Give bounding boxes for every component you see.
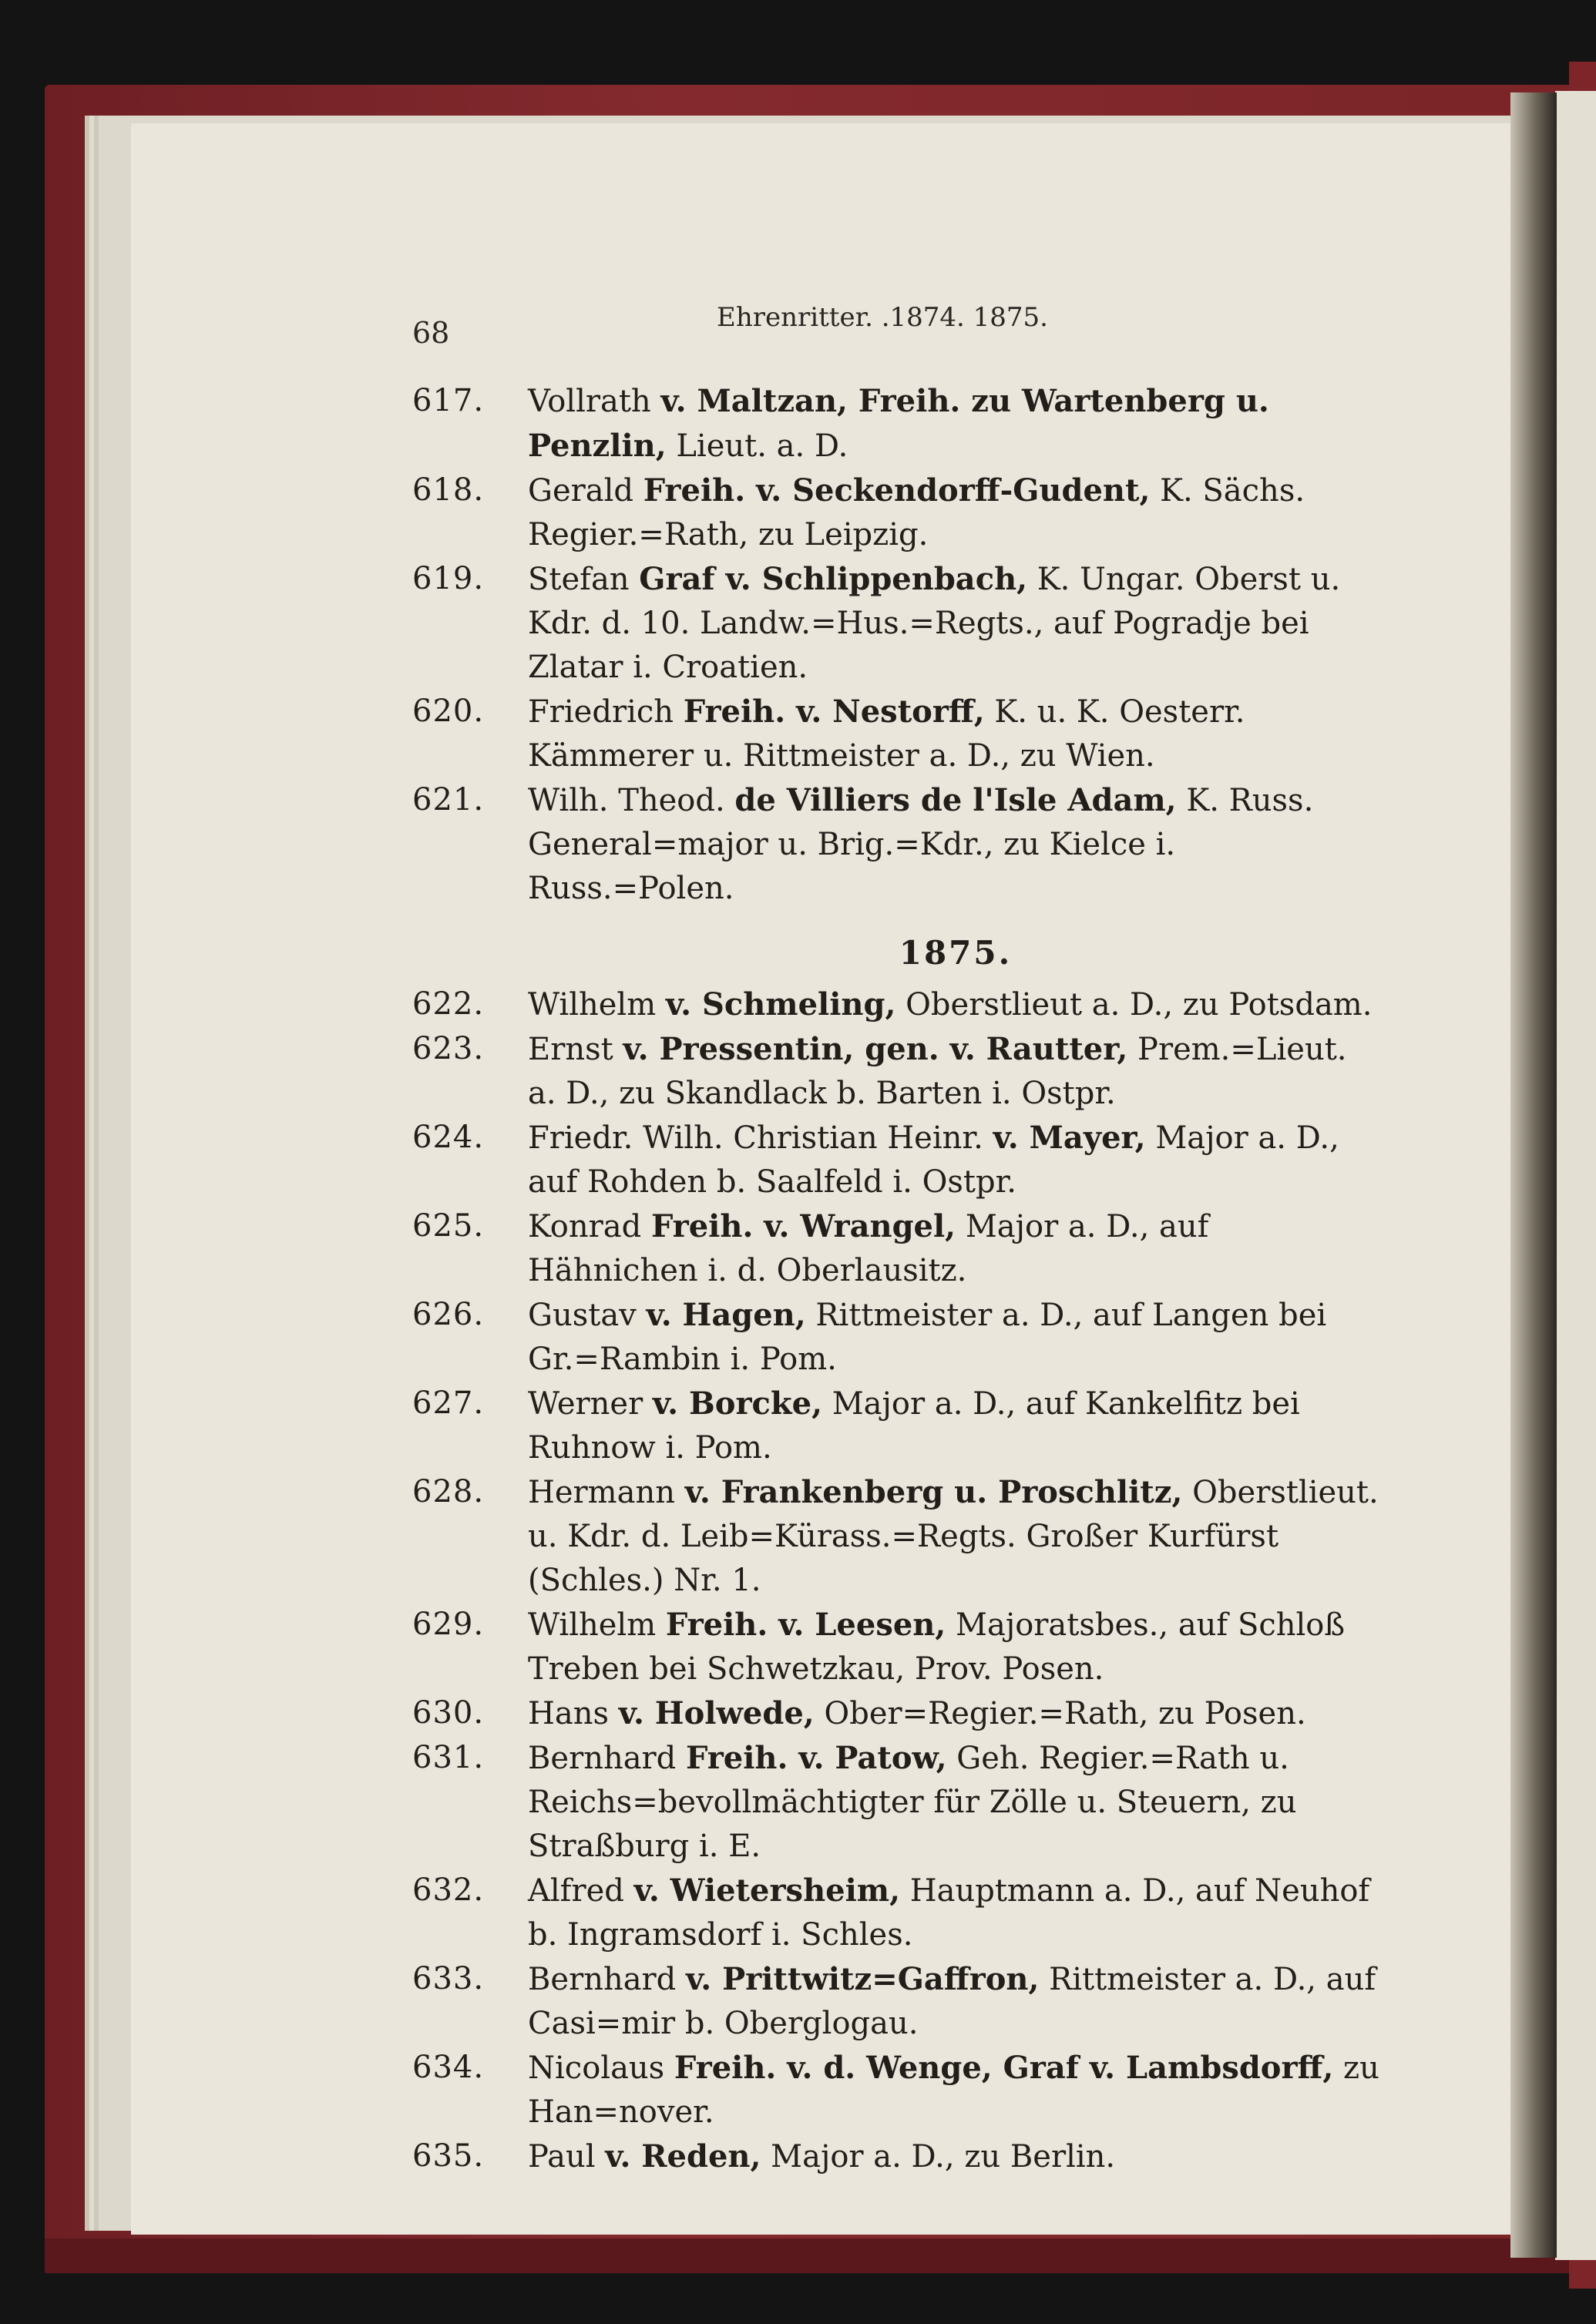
entries-1874 (412, 379, 1383, 911)
entry-number: 622. (412, 986, 485, 1022)
entry-given-name: Gerald (528, 473, 643, 509)
entry-number: 629. (412, 1607, 485, 1642)
entry-list (412, 379, 1383, 2179)
entries-1875 (412, 982, 1383, 2179)
entry-text (528, 1116, 1383, 1204)
entry-number: 633. (412, 1961, 485, 1997)
entry-description: K. u. K. Oesterr. Kämmerer u. Rittmeister a. D., zu Wien. (528, 694, 1245, 774)
entry-description: K. Ungar. Oberst u. Kdr. d. 10. Landw.=Hus.=Regts., auf Pogradje bei Zlatar i. Croatien. (528, 562, 1341, 685)
entry-given-name: Bernhard (528, 1962, 686, 1997)
year-heading: 1875. (899, 934, 1013, 972)
entry-text (528, 1736, 1383, 1869)
entry-given-name: Gustav (528, 1298, 647, 1333)
entry-given-name: Werner (528, 1386, 653, 1422)
entry-text (528, 1957, 1383, 2046)
running-header: Ehrenritter. .1874. 1875. (717, 302, 1048, 333)
list-item (412, 557, 1383, 690)
entry-description: Oberstlieut a. D., zu Potsdam. (895, 987, 1373, 1023)
entry-text (528, 1470, 1383, 1603)
entry-number: 628. (412, 1474, 485, 1510)
entry-family-name: v. Borcke, (652, 1385, 822, 1422)
list-item (412, 778, 1383, 911)
entry-text (528, 379, 1383, 468)
entry-text (528, 1382, 1383, 1470)
entry-family-name: v. Wietersheim, (633, 1872, 901, 1909)
entry-text (528, 1204, 1383, 1293)
entry-description: Geh. Regier.=Rath u. Reichs=bevollmächtigter für Zölle u. Steuern, zu Straßburg i. E. (528, 1741, 1297, 1864)
entry-description: Major a. D., auf Kankelfitz bei Ruhnow i. Pom. (528, 1386, 1300, 1466)
entry-given-name: Wilhelm (528, 987, 666, 1023)
entry-given-name: Wilhelm (528, 1607, 666, 1643)
entry-description: Majoratsbes., auf Schloß Treben bei Schwetzkau, Prov. Posen. (528, 1607, 1346, 1687)
entry-family-name: Freih. v. Patow, (686, 1740, 947, 1776)
entry-number: 621. (412, 782, 485, 818)
entry-given-name: Nicolaus (528, 2050, 674, 2086)
entry-family-name: Freih. v. d. Wenge, Graf v. Lambsdorff, (674, 2050, 1334, 2086)
entry-text (528, 2134, 1383, 2179)
entry-number: 634. (412, 2050, 485, 2085)
facing-page (1555, 91, 1596, 2260)
entry-family-name: v. Reden, (605, 2138, 761, 2175)
list-item (412, 468, 1383, 557)
entry-given-name: Wilh. Theod. (528, 783, 735, 818)
entry-text (528, 1027, 1383, 1116)
entry-given-name: Friedrich (528, 694, 684, 730)
list-item (412, 690, 1383, 778)
entry-family-name: v. Frankenberg u. Proschlitz, (684, 1474, 1183, 1510)
entry-description: Rittmeister a. D., auf Casi=mir b. Oberglogau. (528, 1962, 1376, 2041)
entry-number: 618. (412, 472, 485, 508)
entry-given-name: Friedr. Wilh. Christian Heinr. (528, 1120, 993, 1156)
entry-description: Ober=Regier.=Rath, zu Posen. (814, 1696, 1306, 1731)
entry-family-name: Freih. v. Seckendorff-Gudent, (643, 472, 1151, 509)
entry-given-name: Konrad (528, 1209, 651, 1244)
entry-text (528, 778, 1383, 911)
entry-family-name: v. Hagen, (646, 1297, 806, 1333)
entry-number: 619. (412, 561, 485, 596)
entry-number: 625. (412, 1208, 485, 1244)
entry-given-name: Hermann (528, 1475, 685, 1510)
list-item (412, 2046, 1383, 2134)
entry-description: Major a. D., zu Berlin. (761, 2139, 1116, 2175)
entry-family-name: v. Maltzan, Freih. zu Wartenberg u. Penzlin, (528, 383, 1269, 464)
entry-family-name: v. Mayer, (993, 1120, 1146, 1156)
entry-given-name: Ernst (528, 1032, 623, 1067)
entry-family-name: Graf v. Schlippenbach, (639, 561, 1028, 597)
entry-text (528, 468, 1383, 557)
entry-given-name: Paul (528, 2139, 606, 2175)
list-item (412, 982, 1383, 1027)
list-item (412, 1691, 1383, 1736)
list-item (412, 1293, 1383, 1382)
entry-description: Prem.=Lieut. a. D., zu Skandlack b. Barten i. Ostpr. (528, 1032, 1347, 1111)
entry-description: Major a. D., auf Hähnichen i. d. Oberlausitz. (528, 1209, 1209, 1288)
entry-text (528, 982, 1383, 1027)
entry-description: K. Russ. General=major u. Brig.=Kdr., zu Kielce i. Russ.=Polen. (528, 783, 1314, 906)
entry-number: 635. (412, 2138, 485, 2174)
entry-text (528, 1293, 1383, 1382)
entry-given-name: Bernhard (528, 1741, 686, 1776)
entry-description: K. Sächs. Regier.=Rath, zu Leipzig. (528, 473, 1305, 552)
entry-number: 626. (412, 1297, 485, 1332)
list-item (412, 1736, 1383, 1869)
entry-number: 623. (412, 1031, 485, 1066)
entry-number: 620. (412, 694, 485, 729)
list-item (412, 2134, 1383, 2179)
entry-number: 630. (412, 1695, 485, 1731)
entry-given-name: Hans (528, 1696, 619, 1731)
entry-family-name: de Villiers de l'Isle Adam, (734, 782, 1177, 818)
page-number: 68 (412, 316, 450, 350)
entry-given-name: Vollrath (528, 384, 661, 419)
entry-given-name: Alfred (528, 1873, 634, 1909)
entry-family-name: v. Prittwitz=Gaffron, (686, 1961, 1040, 1997)
entry-text (528, 1869, 1383, 1957)
entry-text (528, 1603, 1383, 1691)
list-item (412, 1027, 1383, 1116)
list-item (412, 1869, 1383, 1957)
list-item (412, 1116, 1383, 1204)
entry-text (528, 2046, 1383, 2134)
entry-description: zu Han=nover. (528, 2050, 1379, 2130)
list-item (412, 1603, 1383, 1691)
entry-family-name: Freih. v. Leesen, (665, 1607, 946, 1643)
entry-number: 632. (412, 1872, 485, 1908)
entry-text (528, 1691, 1383, 1736)
list-item (412, 1470, 1383, 1603)
list-item (412, 1204, 1383, 1293)
entry-description: Oberstlieut. u. Kdr. d. Leib=Kürass.=Regts. Großer Kurfürst (Schles.) Nr. 1. (528, 1475, 1379, 1598)
entry-number: 631. (412, 1740, 485, 1775)
entry-text (528, 557, 1383, 690)
list-item (412, 379, 1383, 468)
book-cover-edge (45, 2238, 1596, 2273)
entry-family-name: Freih. v. Nestorff, (683, 694, 985, 730)
entry-number: 627. (412, 1385, 485, 1421)
list-item (412, 1382, 1383, 1470)
entry-family-name: v. Pressentin, gen. v. Rautter, (623, 1031, 1128, 1067)
entry-given-name: Stefan (528, 562, 640, 597)
entry-number: 624. (412, 1120, 485, 1155)
entry-number: 617. (412, 383, 485, 418)
entry-description: Lieut. a. D. (666, 428, 848, 464)
entry-description: Rittmeister a. D., auf Langen bei Gr.=Rambin i. Pom. (528, 1298, 1327, 1377)
entry-text (528, 690, 1383, 778)
entry-description: Hauptmann a. D., auf Neuhof b. Ingramsdorf i. Schles. (528, 1873, 1370, 1953)
entry-family-name: Freih. v. Wrangel, (650, 1208, 956, 1244)
entry-description: Major a. D., auf Rohden b. Saalfeld i. Ostpr. (528, 1120, 1339, 1200)
book-gutter (1510, 92, 1557, 2258)
entry-family-name: v. Holwede, (618, 1695, 815, 1731)
entry-family-name: v. Schmeling, (665, 986, 896, 1023)
list-item (412, 1957, 1383, 2046)
